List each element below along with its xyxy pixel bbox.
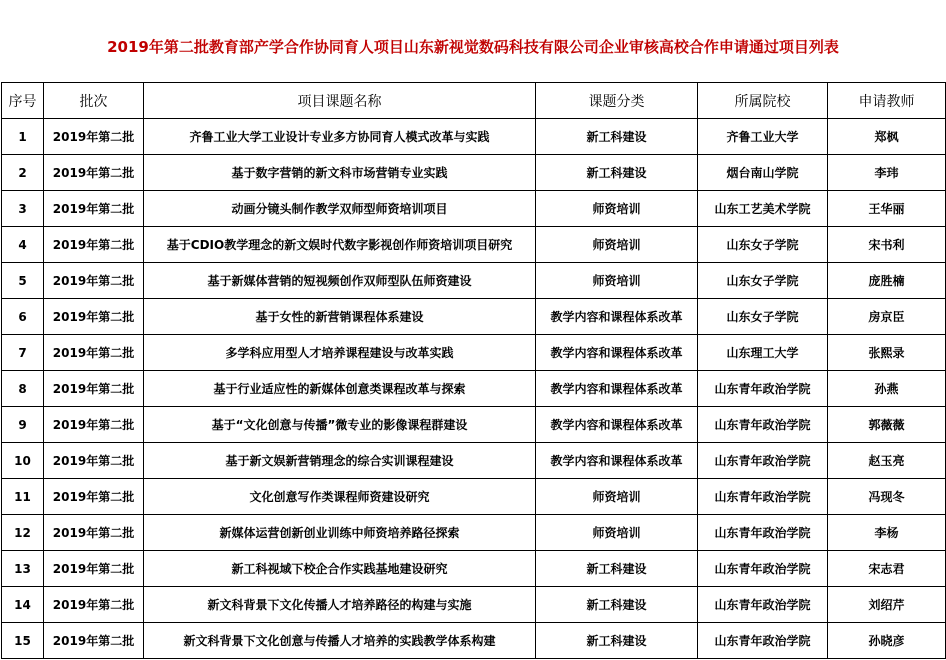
cell-category: 教学内容和课程体系改革 [536, 335, 698, 371]
cell-category: 新工科建设 [536, 155, 698, 191]
cell-seq: 5 [2, 263, 44, 299]
cell-seq: 1 [2, 119, 44, 155]
cell-seq: 7 [2, 335, 44, 371]
table-row [2, 443, 946, 479]
cell-project-name: 基于“文化创意与传播”微专业的影像课程群建设 [144, 407, 536, 443]
cell-seq: 11 [2, 479, 44, 515]
cell-project-name: 基于新文娱新营销理念的综合实训课程建设 [144, 443, 536, 479]
cell-batch: 2019年第二批 [44, 407, 144, 443]
header-category: 课题分类 [536, 83, 698, 119]
cell-project-name: 新工科视域下校企合作实践基地建设研究 [144, 551, 536, 587]
cell-school: 山东女子学院 [698, 227, 828, 263]
header-project-name: 项目课题名称 [144, 83, 536, 119]
cell-category: 教学内容和课程体系改革 [536, 443, 698, 479]
cell-category: 教学内容和课程体系改革 [536, 407, 698, 443]
cell-project-name: 文化创意写作类课程师资建设研究 [144, 479, 536, 515]
table-row [2, 407, 946, 443]
cell-project-name: 基于行业适应性的新媒体创意类课程改革与探索 [144, 371, 536, 407]
cell-seq: 13 [2, 551, 44, 587]
cell-project-name: 新文科背景下文化创意与传播人才培养的实践教学体系构建 [144, 623, 536, 659]
cell-school: 烟台南山学院 [698, 155, 828, 191]
cell-teacher: 赵玉亮 [828, 443, 946, 479]
cell-teacher: 房京臣 [828, 299, 946, 335]
cell-seq: 8 [2, 371, 44, 407]
cell-teacher: 李杨 [828, 515, 946, 551]
cell-batch: 2019年第二批 [44, 155, 144, 191]
cell-batch: 2019年第二批 [44, 623, 144, 659]
cell-seq: 3 [2, 191, 44, 227]
cell-category: 教学内容和课程体系改革 [536, 299, 698, 335]
cell-seq: 12 [2, 515, 44, 551]
cell-school: 齐鲁工业大学 [698, 119, 828, 155]
header-seq: 序号 [2, 83, 44, 119]
cell-school: 山东女子学院 [698, 299, 828, 335]
cell-seq: 10 [2, 443, 44, 479]
cell-school: 山东青年政治学院 [698, 407, 828, 443]
cell-project-name: 基于数字营销的新文科市场营销专业实践 [144, 155, 536, 191]
cell-teacher: 郭薇薇 [828, 407, 946, 443]
cell-school: 山东青年政治学院 [698, 623, 828, 659]
cell-teacher: 孙燕 [828, 371, 946, 407]
table-header-row [2, 83, 946, 119]
header-school: 所属院校 [698, 83, 828, 119]
table-row [2, 371, 946, 407]
cell-project-name: 新文科背景下文化传播人才培养路径的构建与实施 [144, 587, 536, 623]
cell-teacher: 冯现冬 [828, 479, 946, 515]
cell-project-name: 基于新媒体营销的短视频创作双师型队伍师资建设 [144, 263, 536, 299]
cell-school: 山东青年政治学院 [698, 551, 828, 587]
cell-batch: 2019年第二批 [44, 371, 144, 407]
table-row [2, 155, 946, 191]
cell-school: 山东青年政治学院 [698, 479, 828, 515]
table-body [2, 119, 946, 659]
cell-project-name: 基于女性的新营销课程体系建设 [144, 299, 536, 335]
cell-batch: 2019年第二批 [44, 515, 144, 551]
cell-seq: 15 [2, 623, 44, 659]
table-row [2, 227, 946, 263]
cell-seq: 2 [2, 155, 44, 191]
cell-seq: 9 [2, 407, 44, 443]
cell-teacher: 刘绍芹 [828, 587, 946, 623]
cell-school: 山东理工大学 [698, 335, 828, 371]
cell-teacher: 孙晓彦 [828, 623, 946, 659]
table-row [2, 479, 946, 515]
cell-teacher: 王华丽 [828, 191, 946, 227]
cell-batch: 2019年第二批 [44, 299, 144, 335]
cell-school: 山东工艺美术学院 [698, 191, 828, 227]
cell-category: 新工科建设 [536, 587, 698, 623]
cell-batch: 2019年第二批 [44, 587, 144, 623]
cell-batch: 2019年第二批 [44, 479, 144, 515]
table-row [2, 623, 946, 659]
cell-category: 新工科建设 [536, 551, 698, 587]
cell-category: 新工科建设 [536, 623, 698, 659]
cell-project-name: 动画分镜头制作教学双师型师资培训项目 [144, 191, 536, 227]
cell-category: 师资培训 [536, 263, 698, 299]
header-batch: 批次 [44, 83, 144, 119]
cell-batch: 2019年第二批 [44, 335, 144, 371]
cell-batch: 2019年第二批 [44, 263, 144, 299]
cell-school: 山东青年政治学院 [698, 371, 828, 407]
cell-teacher: 张熙录 [828, 335, 946, 371]
page-title: 2019年第二批教育部产学合作协同育人项目山东新视觉数码科技有限公司企业审核高校合作申请通过项目列表 [107, 38, 839, 56]
cell-seq: 14 [2, 587, 44, 623]
table-row [2, 263, 946, 299]
cell-batch: 2019年第二批 [44, 443, 144, 479]
header-teacher: 申请教师 [828, 83, 946, 119]
cell-category: 师资培训 [536, 479, 698, 515]
table-row [2, 587, 946, 623]
cell-batch: 2019年第二批 [44, 227, 144, 263]
cell-category: 师资培训 [536, 515, 698, 551]
cell-category: 新工科建设 [536, 119, 698, 155]
cell-batch: 2019年第二批 [44, 119, 144, 155]
cell-teacher: 宋志君 [828, 551, 946, 587]
cell-school: 山东青年政治学院 [698, 515, 828, 551]
cell-seq: 6 [2, 299, 44, 335]
cell-batch: 2019年第二批 [44, 551, 144, 587]
table-row [2, 299, 946, 335]
cell-project-name: 齐鲁工业大学工业设计专业多方协同育人模式改革与实践 [144, 119, 536, 155]
table-row [2, 119, 946, 155]
table-row [2, 551, 946, 587]
table-row [2, 515, 946, 551]
cell-seq: 4 [2, 227, 44, 263]
cell-teacher: 庞胜楠 [828, 263, 946, 299]
table-row [2, 335, 946, 371]
cell-batch: 2019年第二批 [44, 191, 144, 227]
cell-category: 教学内容和课程体系改革 [536, 371, 698, 407]
cell-category: 师资培训 [536, 227, 698, 263]
cell-teacher: 郑枫 [828, 119, 946, 155]
project-table [1, 82, 946, 659]
cell-category: 师资培训 [536, 191, 698, 227]
table-row [2, 191, 946, 227]
cell-project-name: 多学科应用型人才培养课程建设与改革实践 [144, 335, 536, 371]
cell-project-name: 新媒体运营创新创业训练中师资培养路径探索 [144, 515, 536, 551]
cell-teacher: 宋书利 [828, 227, 946, 263]
cell-school: 山东青年政治学院 [698, 443, 828, 479]
cell-school: 山东青年政治学院 [698, 587, 828, 623]
cell-project-name: 基于CDIO教学理念的新文娱时代数字影视创作师资培训项目研究 [144, 227, 536, 263]
cell-school: 山东女子学院 [698, 263, 828, 299]
cell-teacher: 李玮 [828, 155, 946, 191]
